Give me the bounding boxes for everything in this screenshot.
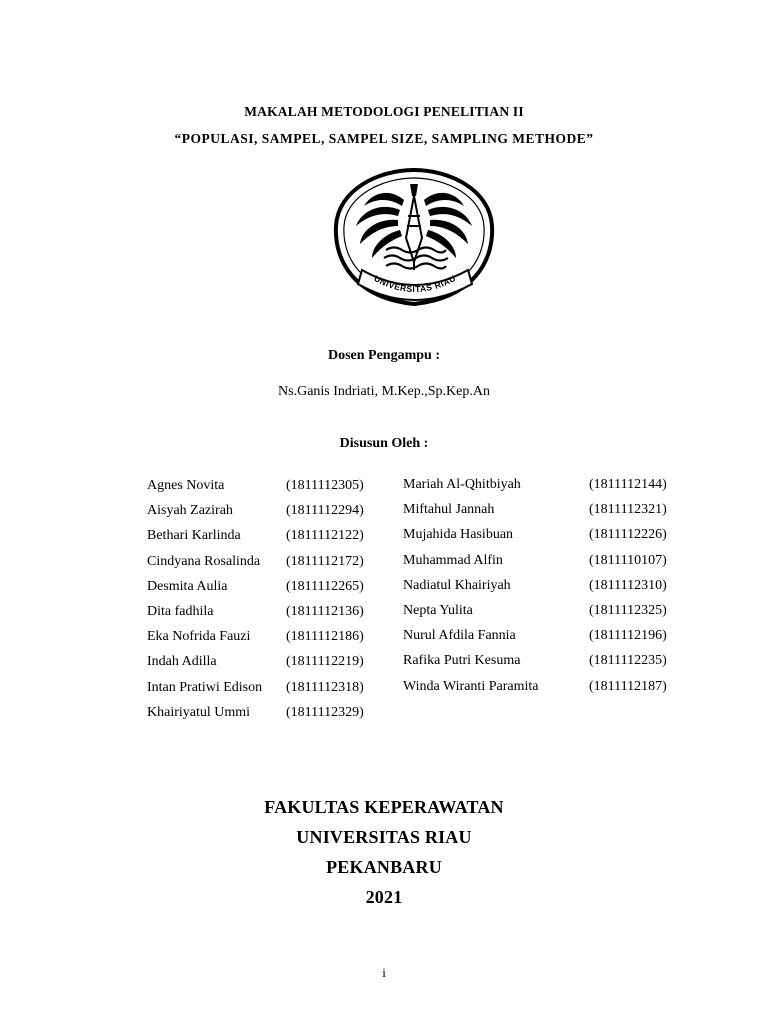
author-name: Winda Wiranti Paramita <box>403 678 539 694</box>
emblem-waves <box>384 248 448 269</box>
author-name: Desmita Aulia <box>147 578 228 594</box>
author-student-id: (1811112265) <box>286 578 364 594</box>
author-student-id: (1811112294) <box>286 503 364 519</box>
author-name: Cindyana Rosalinda <box>147 553 261 569</box>
author-student-id: (1811112122) <box>286 528 364 544</box>
author-student-id: (1811112310) <box>589 577 667 593</box>
author-name: Indah Adilla <box>147 654 217 670</box>
author-name: Dita fadhila <box>147 604 214 619</box>
universitas-riau-logo <box>332 166 496 308</box>
faculty-name: FAKULTAS KEPERAWATAN <box>264 797 504 817</box>
page-number: i <box>382 965 386 980</box>
author-student-id: (1811112325) <box>589 603 667 618</box>
author-student-id: (1811112321) <box>589 502 667 518</box>
author-student-id: (1811112186) <box>286 629 364 645</box>
author-name: Muhammad Alfin <box>403 552 503 568</box>
author-name: Bethari Karlinda <box>147 528 241 544</box>
author-student-id: (1811112136) <box>286 604 364 619</box>
author-student-id: (1811112144) <box>589 477 667 492</box>
author-student-id: (1811112305) <box>286 478 364 493</box>
author-student-id: (1811112172) <box>286 553 364 569</box>
author-name: Mariah Al-Qhitbiyah <box>403 477 521 492</box>
author-name: Nadiatul Khairiyah <box>403 577 511 593</box>
author-student-id: (1811112329) <box>286 704 364 720</box>
author-name: Mujahida Hasibuan <box>403 527 514 543</box>
city-name: PEKANBARU <box>326 857 442 877</box>
emblem-banner-text: UNIVERSITAS RIAU <box>372 272 458 295</box>
author-name: Khairiyatul Ummi <box>147 704 251 720</box>
document-subtitle: “POPULASI, SAMPEL, SAMPEL SIZE, SAMPLING METHODE” <box>174 131 594 146</box>
author-name: Eka Nofrida Fauzi <box>147 629 251 645</box>
author-name: Rafika Putri Kesuma <box>403 653 521 669</box>
author-name: Nepta Yulita <box>403 603 473 618</box>
lecturer-name: Ns.Ganis Indriati, M.Kep.,Sp.Kep.An <box>278 384 490 399</box>
author-name: Nurul Afdila Fannia <box>403 628 516 644</box>
author-name: Miftahul Jannah <box>403 502 495 518</box>
author-student-id: (1811112196) <box>589 628 667 644</box>
document-title: MAKALAH METODOLOGI PENELITIAN II <box>244 104 524 119</box>
author-student-id: (1811110107) <box>589 552 667 568</box>
authors-label: Disusun Oleh : <box>339 436 429 451</box>
author-student-id: (1811112219) <box>286 654 364 670</box>
author-student-id: (1811112187) <box>589 678 667 694</box>
author-name: Aisyah Zazirah <box>147 503 233 519</box>
year: 2021 <box>365 887 403 907</box>
author-student-id: (1811112235) <box>589 653 667 669</box>
author-name: Intan Pratiwi Edison <box>147 679 263 695</box>
author-name: Agnes Novita <box>147 478 225 493</box>
lecturer-label: Dosen Pengampu : <box>327 348 440 363</box>
author-student-id: (1811112226) <box>589 527 667 543</box>
author-student-id: (1811112318) <box>286 679 364 695</box>
university-name: UNIVERSITAS RIAU <box>296 827 472 847</box>
